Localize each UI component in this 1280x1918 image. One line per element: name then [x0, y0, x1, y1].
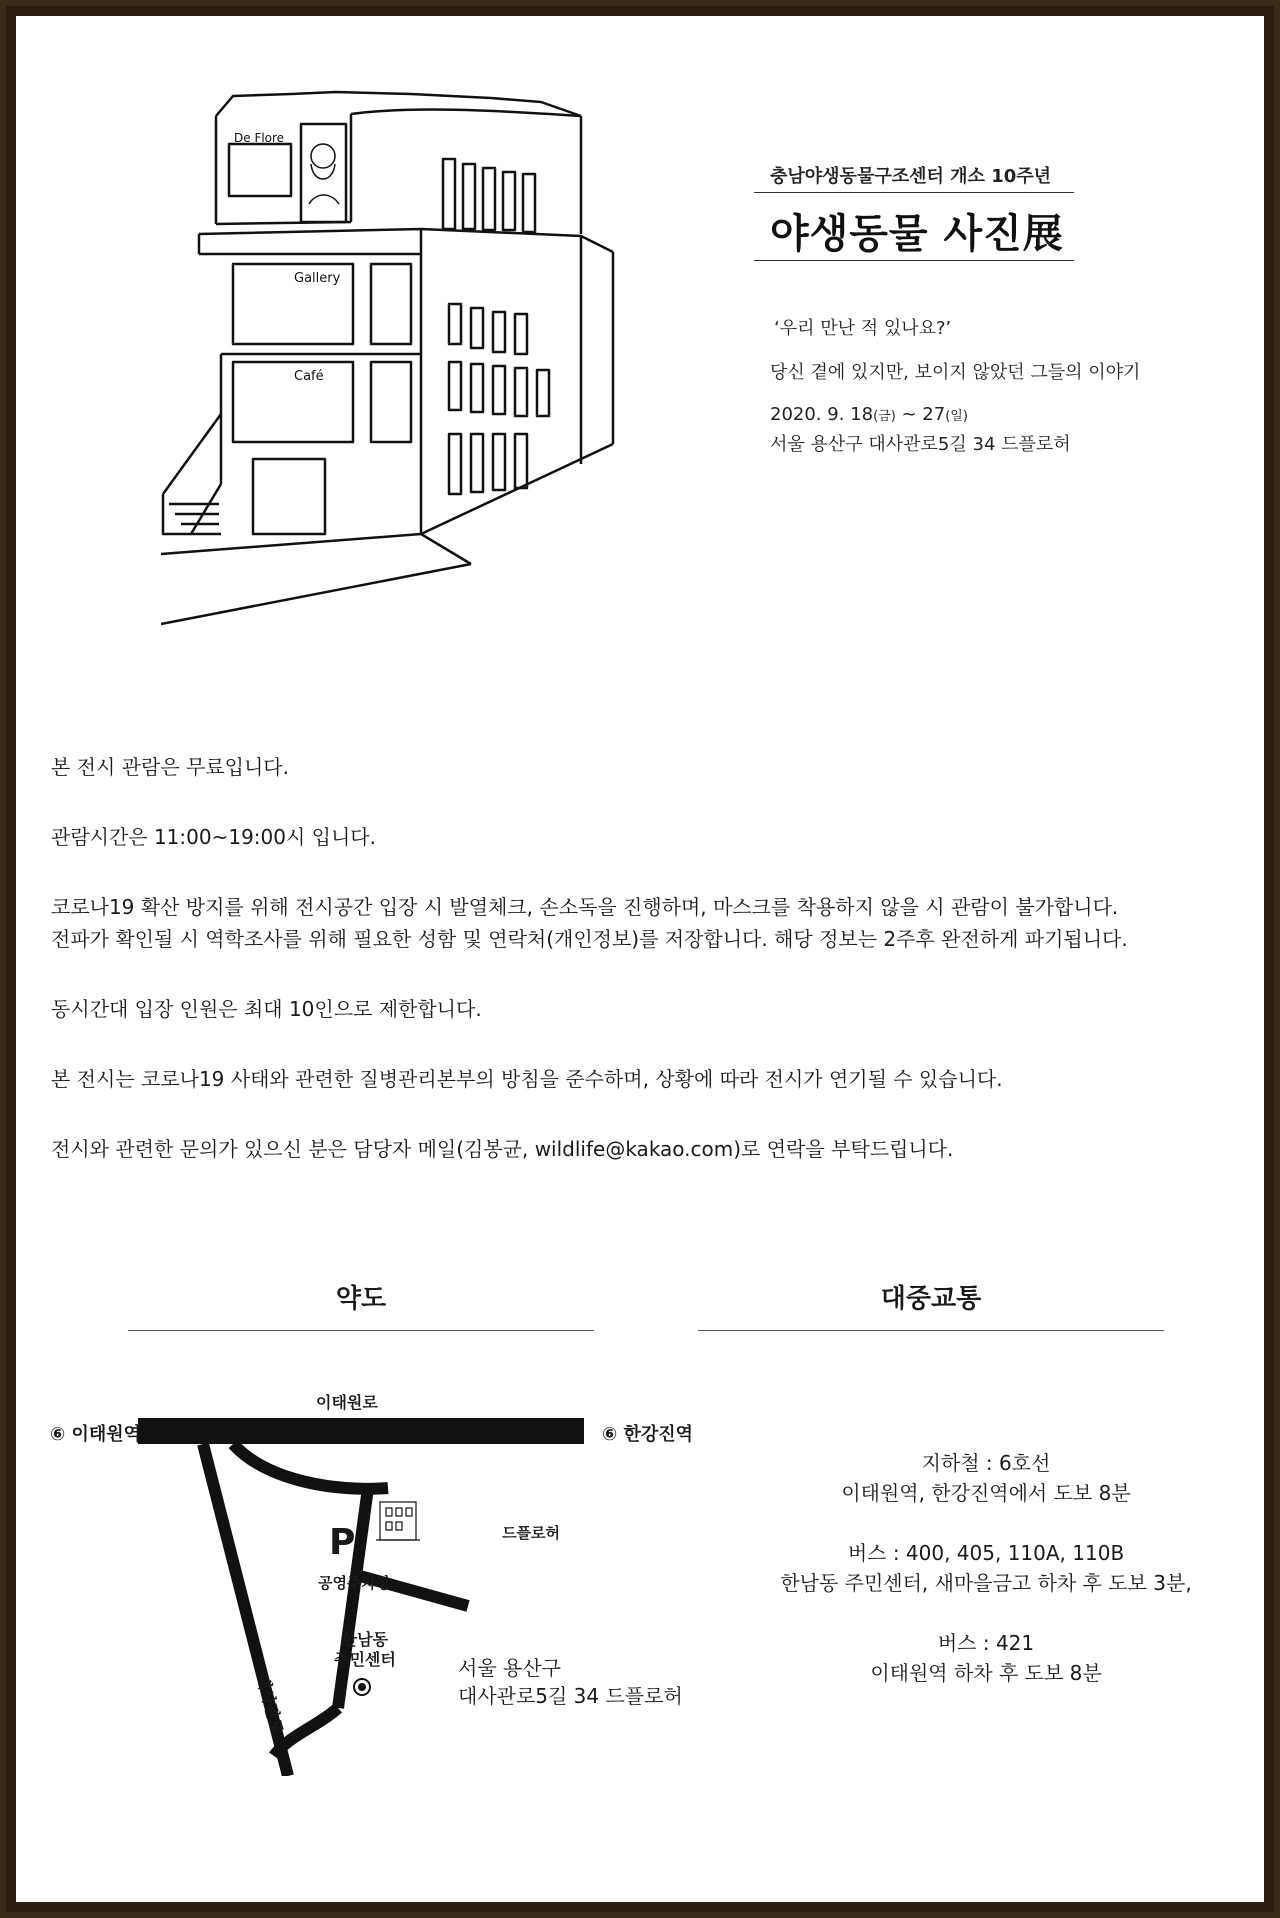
- community-center-line2: 주민센터: [334, 1650, 396, 1669]
- map-address-line1: 서울 용산구: [458, 1656, 561, 1680]
- notice-inquiry: 전시와 관련한 문의가 있으신 분은 담당자 메일(김봉균, wildlife@kakao.com)로 연락을 부탁드립니다.: [51, 1137, 954, 1161]
- transit-subway-detail: 이태원역, 한강진역에서 도보 8분: [841, 1481, 1131, 1505]
- date-day-start: (금): [873, 409, 896, 424]
- date-end: ~ 27: [895, 404, 946, 425]
- sign-gallery: Gallery: [294, 271, 341, 286]
- notice-free: 본 전시 관람은 무료입니다.: [51, 755, 289, 779]
- outer-frame: [6, 6, 1274, 1912]
- building-illustration: [161, 64, 661, 664]
- poster-venue: 서울 용산구 대사관로5길 34 드플로허: [770, 434, 1071, 455]
- community-center-label: [334, 1630, 396, 1670]
- transit-bus-1-detail: 한남동 주민센터, 새마을금고 하차 후 도보 3분,: [780, 1571, 1192, 1595]
- poster-date: [770, 404, 968, 425]
- notice-capacity: 동시간대 입장 인원은 최대 10인으로 제한합니다.: [51, 997, 482, 1021]
- title-rule-top: [754, 192, 1074, 193]
- notice-hours: 관람시간은 11:00~19:00시 입니다.: [51, 825, 376, 849]
- road-top-label: 이태원로: [316, 1393, 378, 1412]
- map-address: [458, 1654, 683, 1710]
- notice-policy: 본 전시는 코로나19 사태와 관련한 질병관리본부의 방침을 준수하며, 상황에 따라 전시가 연기될 수 있습니다.: [51, 1067, 1003, 1091]
- community-center-line1: 한남동: [341, 1630, 389, 1649]
- transit-bus-1: 버스 : 400, 405, 110A, 110B: [847, 1541, 1125, 1565]
- poster-title: 야생동물 사진展: [770, 211, 1064, 257]
- sign-cafe: Café: [294, 369, 324, 384]
- parking-label: 공영주차장: [318, 1574, 391, 1592]
- station-itaewon: ⑥ 이태원역: [50, 1424, 142, 1445]
- station-hangangjin: ⑥ 한강진역: [602, 1424, 694, 1445]
- transit-heading-rule: [698, 1330, 1164, 1331]
- poster-quote: ‘우리 만난 적 있나요?’: [774, 318, 952, 339]
- poster-subtitle: 충남야생동물구조센터 개소 10주년: [770, 166, 1052, 187]
- date-start: 2020. 9. 18: [770, 404, 874, 425]
- poster-tagline: 당신 곁에 있지만, 보이지 않았던 그들의 이야기: [770, 362, 1141, 383]
- sign-de-flore: De Flore: [234, 131, 285, 145]
- map-address-line2: 대사관로5길 34 드플로허: [458, 1684, 683, 1708]
- notice-covid-entry: 코로나19 확산 방지를 위해 전시공간 입장 시 발열체크, 손소독을 진행하며, 마스크를 착용하지 않을 시 관람이 불가합니다.: [51, 895, 1119, 919]
- transit-bus-2: 버스 : 421: [937, 1631, 1035, 1655]
- notice-contact-info: 전파가 확인될 시 역학조사를 위해 필요한 성함 및 연락처(개인정보)를 저장합니다. 해당 정보는 2주후 완전하게 파기됩니다.: [51, 927, 1128, 951]
- title-rule-bottom: [754, 260, 1074, 261]
- map-heading-rule: [128, 1330, 594, 1331]
- venue-building-icon: [376, 1502, 420, 1540]
- date-day-end: (일): [945, 409, 968, 424]
- transit-bus-2-detail: 이태원역 하차 후 도보 8분: [870, 1661, 1102, 1685]
- poster-page: [16, 16, 1264, 1902]
- road-itaewon-ro: [138, 1418, 584, 1444]
- parking-icon: P: [329, 1522, 356, 1563]
- venue-map-label: 드플로허: [502, 1524, 560, 1542]
- map-heading: 약도: [335, 1284, 387, 1314]
- community-center-marker-icon: [353, 1678, 371, 1696]
- road-side-label: 대사관로: [252, 1671, 288, 1737]
- transit-subway: 지하철 : 6호선: [921, 1451, 1051, 1475]
- transit-heading: 대중교통: [880, 1284, 982, 1314]
